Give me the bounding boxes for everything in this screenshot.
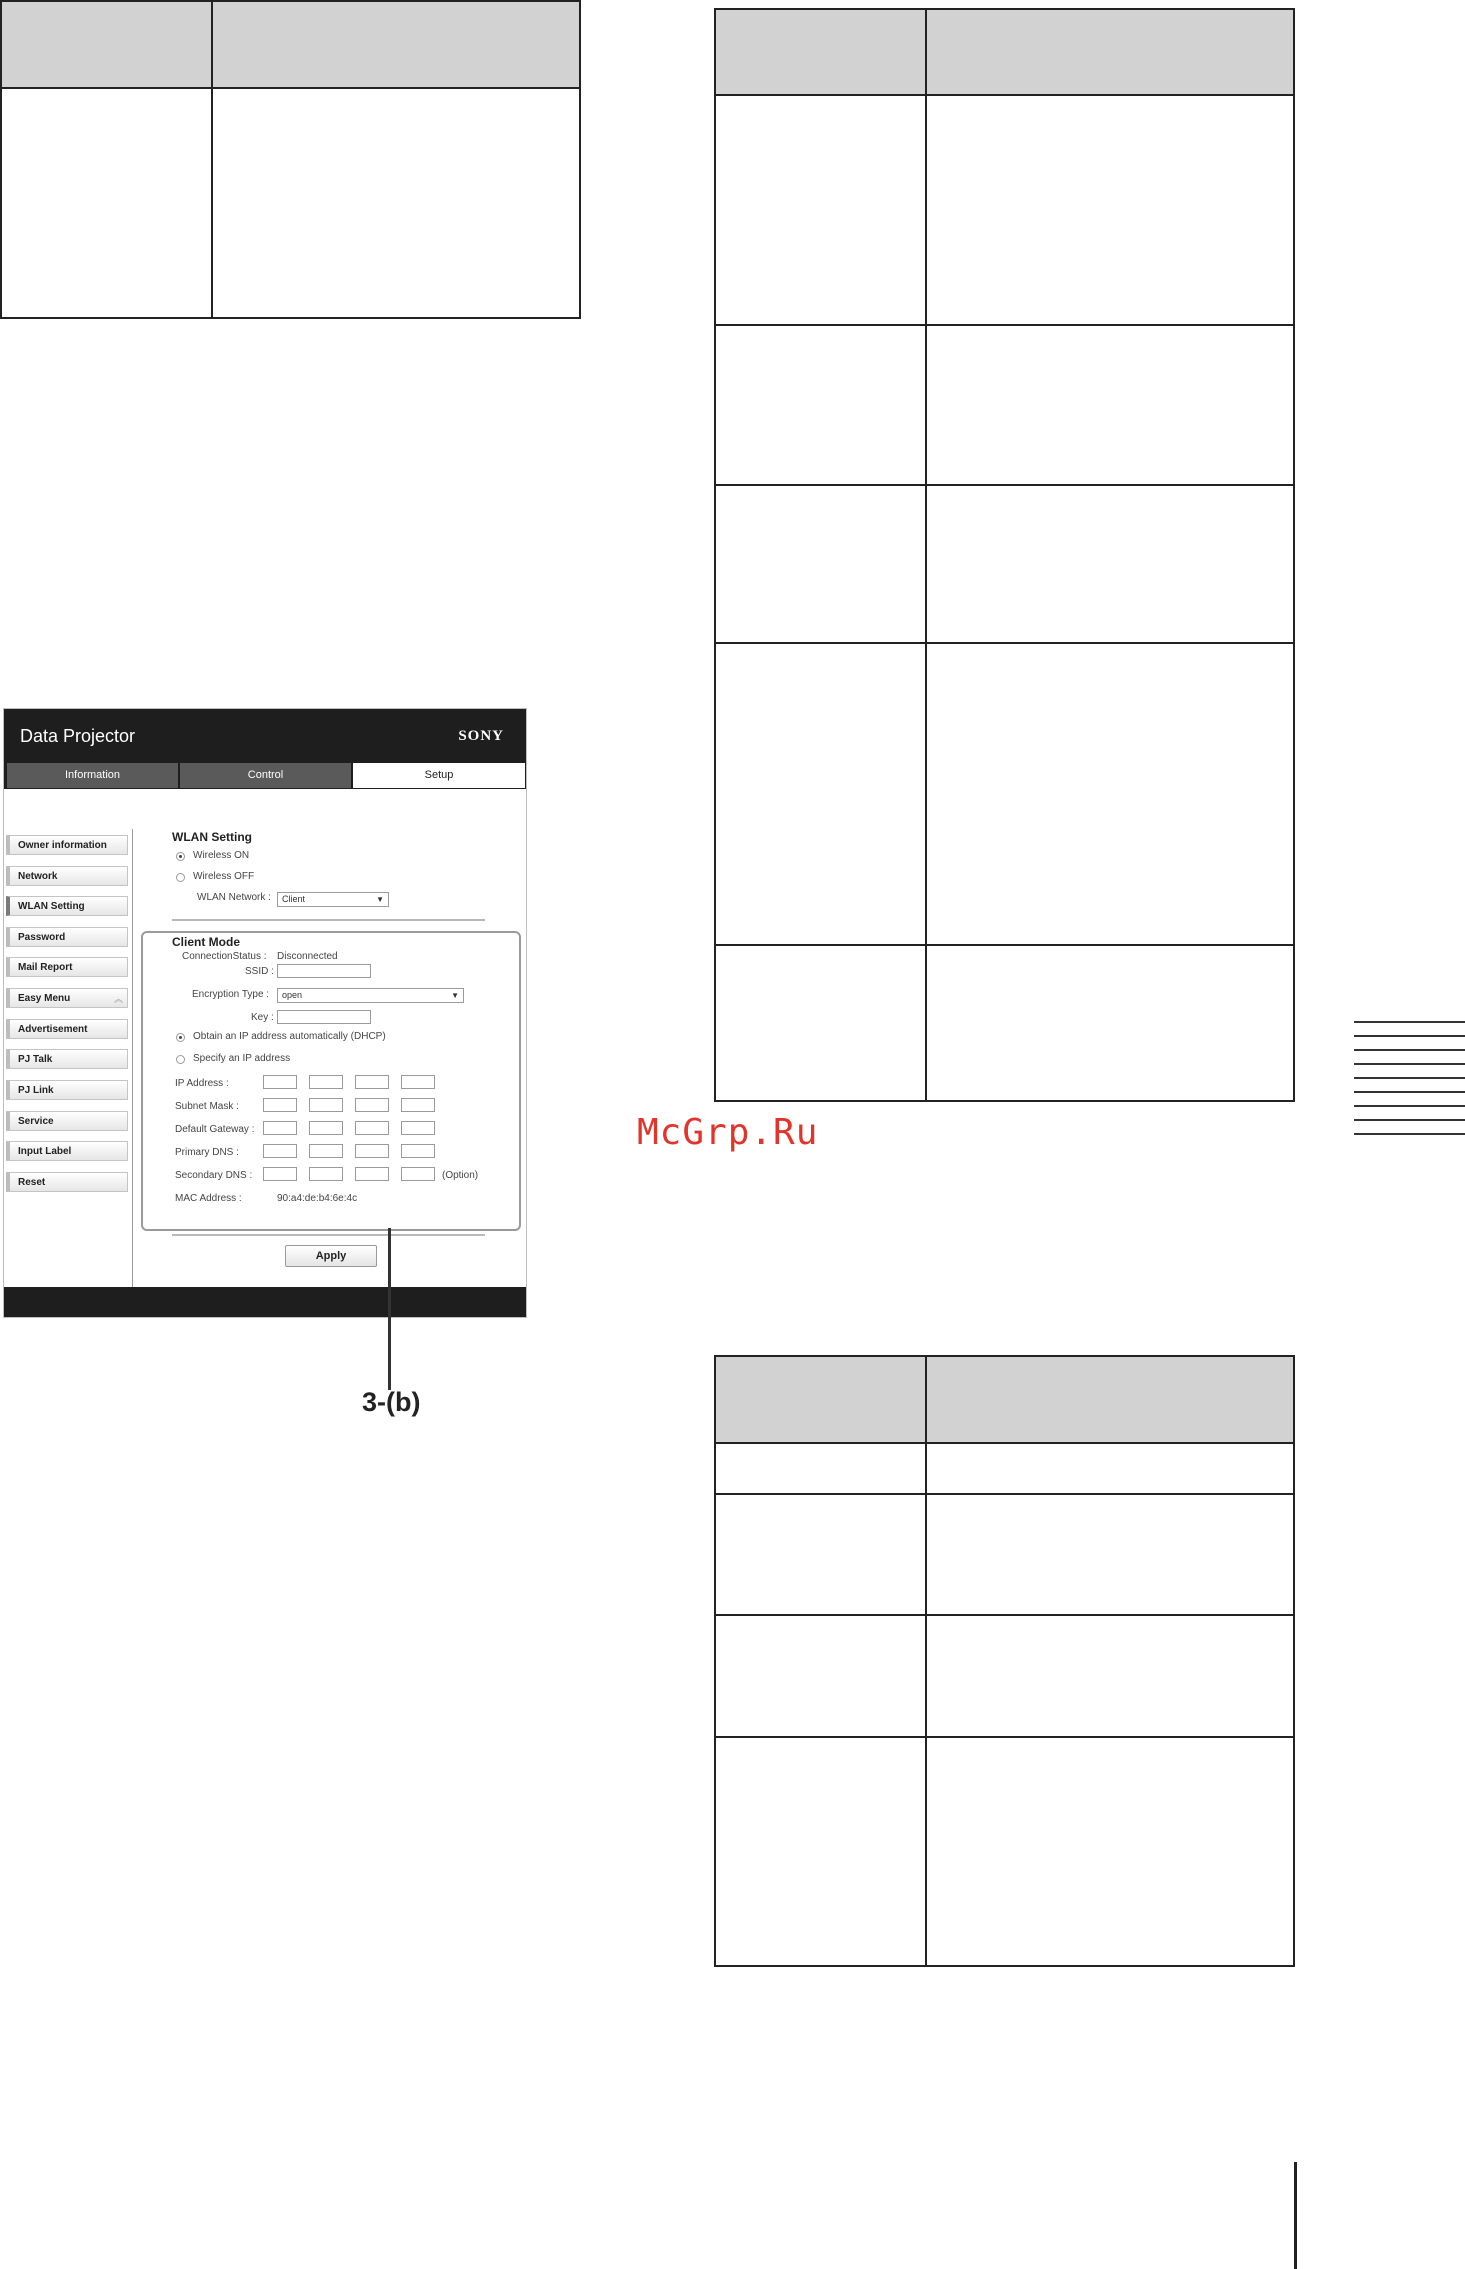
primary-dns-octet[interactable] (309, 1144, 343, 1158)
wireless-on-radio[interactable] (176, 852, 185, 861)
sidebar-item-input-label[interactable] (6, 1141, 128, 1161)
sidebar-item-pj-talk[interactable] (6, 1049, 128, 1069)
encryption-type-select[interactable] (277, 988, 464, 1003)
ssid-label: SSID : (245, 966, 274, 977)
subnet-mask-octet[interactable] (309, 1098, 343, 1112)
ip-address-octet[interactable] (309, 1075, 343, 1089)
wlan-network-select[interactable] (277, 892, 389, 907)
option-label: (Option) (442, 1170, 479, 1181)
default-gateway-octet[interactable] (401, 1121, 435, 1135)
primary-dns-octet[interactable] (355, 1144, 389, 1158)
wlan-network-label: WLAN Network : (197, 892, 271, 903)
sidebar-item-reset[interactable] (6, 1172, 128, 1192)
callout-line (388, 1228, 391, 1390)
sidebar-item-label: Owner information (18, 840, 107, 851)
footer-bar (4, 1287, 526, 1317)
dhcp-label: Obtain an IP address automatically (DHCP) (193, 1031, 386, 1042)
mac-address-label: MAC Address : (175, 1193, 242, 1204)
index-tab-line (1354, 1105, 1465, 1107)
key-label: Key : (251, 1012, 274, 1023)
section-divider (172, 919, 485, 921)
wireless-off-label: Wireless OFF (193, 871, 255, 882)
sidebar-item-password[interactable] (6, 927, 128, 947)
sidebar-item-label: Service (18, 1116, 54, 1127)
watermark: McGrp.Ru (637, 1112, 819, 1153)
sidebar-item-label: WLAN Setting (18, 901, 85, 912)
sidebar-item-pj-link[interactable] (6, 1080, 128, 1100)
index-tab-line (1354, 1035, 1465, 1037)
sidebar-item-advertisement[interactable] (6, 1019, 128, 1039)
chevron-up-icon: ︽ (113, 994, 123, 1004)
index-tab-line (1354, 1077, 1465, 1079)
wlan-setting-heading: WLAN Setting (172, 830, 252, 844)
default-gateway-octet[interactable] (355, 1121, 389, 1135)
secondary-dns-label: Secondary DNS : (175, 1170, 253, 1181)
table-column-divider (925, 1357, 927, 1965)
index-tab-line (1354, 1063, 1465, 1065)
default-gateway-label: Default Gateway : (175, 1124, 255, 1135)
table-column-divider (211, 2, 213, 317)
primary-dns-octet[interactable] (401, 1144, 435, 1158)
ip-address-octet[interactable] (263, 1075, 297, 1089)
brand-logo: SONY (458, 728, 504, 744)
table-row-divider (716, 944, 1293, 946)
subnet-mask-label: Subnet Mask : (175, 1101, 239, 1112)
ssid-input[interactable] (277, 964, 371, 978)
apply-button[interactable]: Apply (285, 1245, 377, 1267)
wireless-on-label: Wireless ON (193, 850, 250, 861)
table-row-divider (716, 1614, 1293, 1616)
connection-status-label: ConnectionStatus : (182, 951, 267, 962)
wireless-off-radio[interactable] (176, 873, 185, 882)
dropdown-arrow-icon: ▼ (376, 895, 384, 904)
index-tab-line (1354, 1021, 1465, 1023)
table-right-top (714, 8, 1295, 1102)
subnet-mask-octet[interactable] (263, 1098, 297, 1112)
secondary-dns-octet[interactable] (263, 1167, 297, 1181)
table-row-divider (716, 94, 1293, 96)
ip-address-octet[interactable] (355, 1075, 389, 1089)
sidebar-divider (132, 829, 133, 1289)
table-top-left (0, 0, 581, 319)
sidebar-item-service[interactable] (6, 1111, 128, 1131)
table-row-divider (716, 484, 1293, 486)
sidebar-item-wlan-setting[interactable] (6, 896, 128, 916)
secondary-dns-octet[interactable] (401, 1167, 435, 1181)
sidebar-item-easy-menu[interactable] (6, 988, 128, 1008)
table-row-divider (716, 1442, 1293, 1444)
secondary-dns-octet[interactable] (309, 1167, 343, 1181)
default-gateway-octet[interactable] (263, 1121, 297, 1135)
sidebar-item-label: Input Label (18, 1146, 72, 1157)
sidebar-item-label: PJ Link (18, 1085, 54, 1096)
subnet-mask-octet[interactable] (401, 1098, 435, 1112)
dropdown-arrow-icon: ▼ (451, 991, 459, 1000)
dhcp-radio[interactable] (176, 1033, 185, 1042)
index-tab-line (1354, 1119, 1465, 1121)
encryption-type-label: Encryption Type : (192, 989, 270, 1000)
table-header-row (2, 2, 579, 89)
sidebar-item-label: PJ Talk (18, 1054, 53, 1065)
table-header-row (716, 1357, 1293, 1444)
key-input[interactable] (277, 1010, 371, 1024)
sidebar-item-network[interactable] (6, 866, 128, 886)
encryption-type-value: open (282, 990, 303, 1000)
sidebar-item-label: Network (18, 871, 58, 882)
tab-setup[interactable]: Setup (353, 763, 525, 788)
sidebar-item-mail-report[interactable] (6, 957, 128, 977)
mac-address-value: 90:a4:de:b4:6e:4c (277, 1193, 358, 1204)
secondary-dns-octet[interactable] (355, 1167, 389, 1181)
specify-ip-radio[interactable] (176, 1055, 185, 1064)
page-edge-rule (1294, 2162, 1297, 2269)
sidebar-item-label: Password (18, 932, 66, 943)
app-title: Data Projector (20, 726, 136, 746)
sidebar-item-label: Reset (18, 1177, 46, 1188)
table-row-divider (716, 1736, 1293, 1738)
ip-address-label: IP Address : (175, 1078, 229, 1089)
sidebar-item-label: Advertisement (18, 1024, 88, 1035)
sidebar-item-label: Mail Report (18, 962, 73, 973)
subnet-mask-octet[interactable] (355, 1098, 389, 1112)
sidebar-item-label: Easy Menu (18, 993, 71, 1004)
table-row-divider (716, 324, 1293, 326)
index-tab-line (1354, 1133, 1465, 1135)
tab-control[interactable]: Control (180, 763, 351, 788)
callout-label: 3-(b) (362, 1387, 421, 1417)
index-tab-line (1354, 1049, 1465, 1051)
sidebar-item-owner-information[interactable] (6, 835, 128, 855)
section-divider (172, 1234, 485, 1236)
index-tab-line (1354, 1091, 1465, 1093)
ip-address-octet[interactable] (401, 1075, 435, 1089)
table-header-row (716, 10, 1293, 96)
wlan-network-value: Client (282, 894, 306, 904)
table-row-divider (716, 642, 1293, 644)
default-gateway-octet[interactable] (309, 1121, 343, 1135)
primary-dns-label: Primary DNS : (175, 1147, 239, 1158)
table-right-bottom (714, 1355, 1295, 1967)
tab-information[interactable]: Information (7, 763, 178, 788)
specify-ip-label: Specify an IP address (193, 1053, 291, 1064)
primary-dns-octet[interactable] (263, 1144, 297, 1158)
table-row-divider (716, 1493, 1293, 1495)
web-ui-screenshot (3, 708, 527, 1318)
table-column-divider (925, 10, 927, 1100)
client-mode-heading: Client Mode (172, 935, 240, 949)
connection-status-value: Disconnected (277, 951, 338, 962)
table-row-divider (2, 87, 579, 89)
